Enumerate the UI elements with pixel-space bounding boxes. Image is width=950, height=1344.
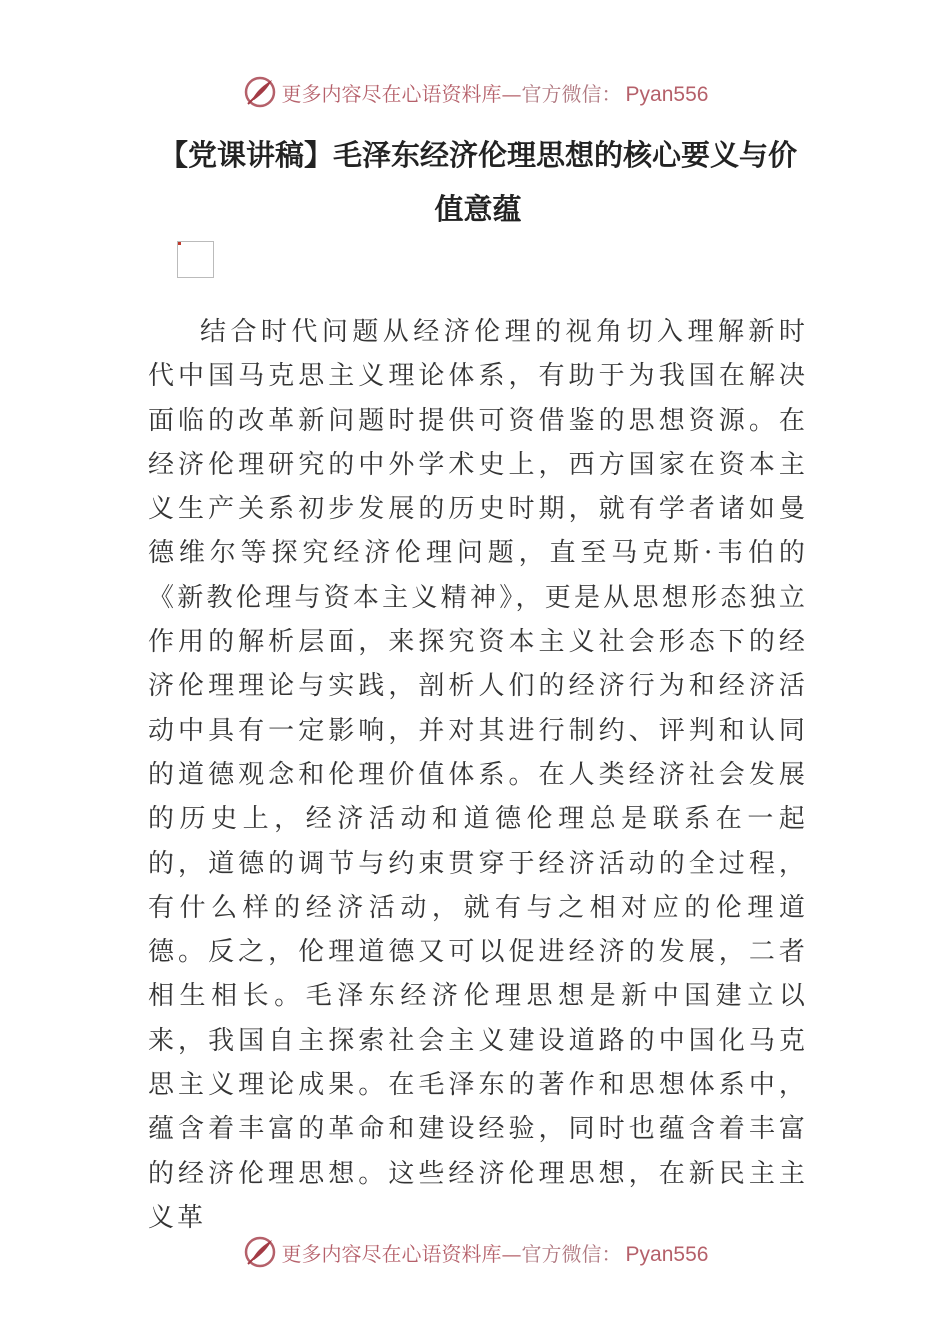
footer-banner bbox=[0, 1232, 950, 1272]
header-banner bbox=[0, 72, 950, 112]
banner-text bbox=[282, 78, 709, 107]
banner-text bbox=[282, 1238, 709, 1267]
body-paragraph: 结合时代问题从经济伦理的视角切入理解新时代中国马克思主义理论体系，有助于为我国在解决面临的改革新问题时提供可资借鉴的思想资源。在经济伦理研究的中外学术史上，西方国家在资本主义生产关系初步发展的历史时期，就有学者诸如曼德维尔等探究经济伦理问题，直至马克斯·韦伯的《新教伦理与资本主义精神》，更是从思想形态独立作用的解析层面，来探究资本主义社会形态下的经济伦理理论与实践，剖析人们的经济行为和经济活动中具有一定影响，并对其进行制约、评判和认同的道德观念和伦理价值体系。在人类经济社会发展的历史上，经济活动和道德伦理总是联系在一起的，道德的调节与约束贯穿于经济活动的全过程，有什么样的经济活动，就有与之相对应的伦理道德。反之，伦理道德又可以促进经济的发展，二者相生相长。毛泽东经济伦理思想是新中国建立以来，我国自主探索社会主义建设道路的中国化马克思主义理论成果。在毛泽东的著作和思想体系中，蕴含着丰富的革命和建设经验，同时也蕴含着丰富的经济伦理思想。这些经济伦理思想，在新民主主义革 bbox=[148, 317, 808, 1233]
banner-wechat-label: 官方微信： bbox=[521, 1241, 622, 1266]
red-circle-quill-logo-icon bbox=[242, 74, 278, 110]
banner-wechat-id: Pyan556 bbox=[625, 1242, 709, 1266]
red-circle-quill-logo-icon bbox=[242, 1234, 278, 1270]
banner-site-text: 更多内容尽在心语资料库— bbox=[281, 81, 522, 106]
image-placeholder-corner bbox=[178, 242, 181, 245]
banner-site-text: 更多内容尽在心语资料库— bbox=[281, 1241, 522, 1266]
document-title: 【党课讲稿】毛泽东经济伦理思想的核心要义与价值意蕴 bbox=[158, 138, 797, 226]
banner-wechat-id: Pyan556 bbox=[625, 82, 709, 106]
banner-wechat-label: 官方微信： bbox=[521, 81, 622, 106]
broken-image-icon bbox=[177, 241, 214, 278]
